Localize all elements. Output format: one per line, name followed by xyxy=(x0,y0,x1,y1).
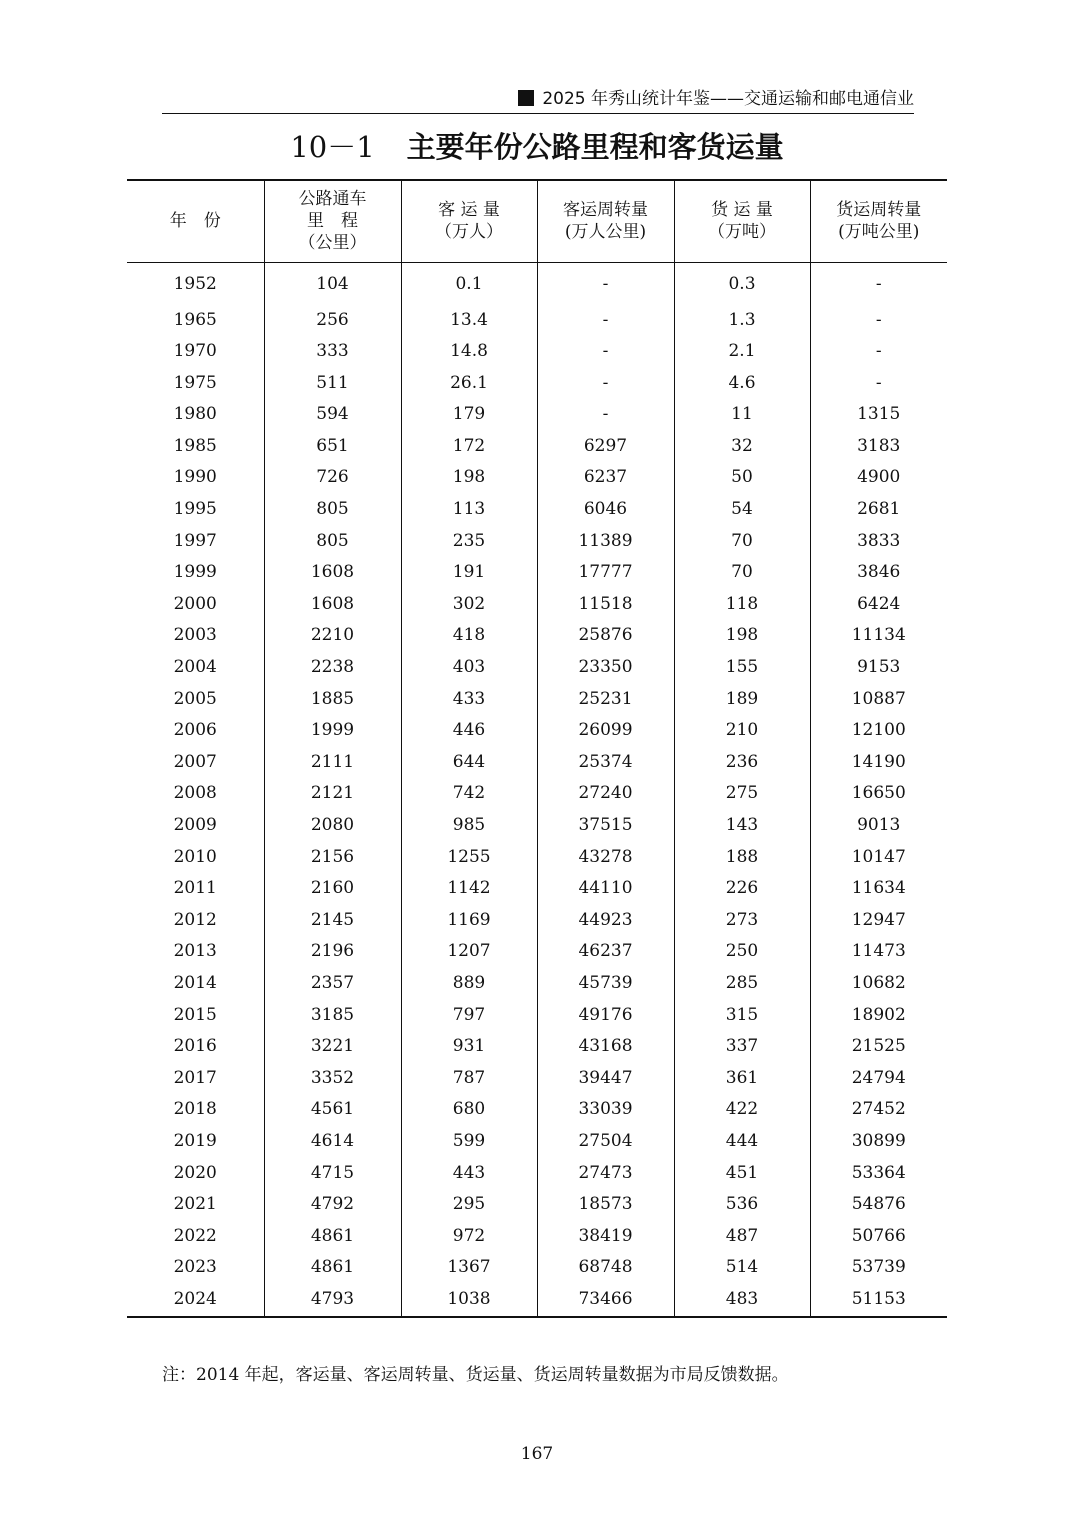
value-cell: 143 xyxy=(674,810,810,842)
value-cell: 53739 xyxy=(810,1252,947,1284)
value-cell: 30899 xyxy=(810,1126,947,1158)
value-cell: 4561 xyxy=(264,1094,401,1126)
black-square-icon xyxy=(518,90,534,106)
table-title xyxy=(0,128,1074,166)
value-cell: 483 xyxy=(674,1284,810,1317)
running-header-text: 2025 年秀山统计年鉴——交通运输和邮电通信业 xyxy=(542,89,914,109)
year-cell: 2007 xyxy=(173,751,217,772)
value-cell: - xyxy=(810,262,947,305)
value-cell: 38419 xyxy=(537,1221,674,1253)
value-cell: 1.3 xyxy=(674,305,810,337)
data-table xyxy=(127,179,947,1318)
value-cell: 487 xyxy=(674,1221,810,1253)
value-cell: - xyxy=(537,262,674,305)
year-cell: 2016 xyxy=(173,1036,217,1057)
value-cell: 4715 xyxy=(264,1158,401,1190)
value-cell: 2196 xyxy=(264,936,401,968)
table-row xyxy=(127,905,947,937)
value-cell: 26099 xyxy=(537,715,674,747)
table-row xyxy=(127,1063,947,1095)
value-cell: 6297 xyxy=(537,431,674,463)
value-cell: 179 xyxy=(401,399,537,431)
year-cell: 1975 xyxy=(173,372,217,393)
value-cell: 25231 xyxy=(537,684,674,716)
value-cell: 44110 xyxy=(537,873,674,905)
value-cell: 10887 xyxy=(810,684,947,716)
value-cell: 45739 xyxy=(537,968,674,1000)
value-cell: 4861 xyxy=(264,1221,401,1253)
value-cell: 726 xyxy=(264,462,401,494)
table-row xyxy=(127,778,947,810)
value-cell: 155 xyxy=(674,652,810,684)
table-row xyxy=(127,368,947,400)
value-cell: 1608 xyxy=(264,557,401,589)
value-cell: 985 xyxy=(401,810,537,842)
value-cell: 1315 xyxy=(810,399,947,431)
value-cell: 46237 xyxy=(537,936,674,968)
value-cell: 4.6 xyxy=(674,368,810,400)
value-cell: 43278 xyxy=(537,842,674,874)
page-number: 167 xyxy=(520,1444,554,1464)
value-cell: 210 xyxy=(674,715,810,747)
value-cell: 27452 xyxy=(810,1094,947,1126)
column-header-line: 公路通车 xyxy=(298,189,367,210)
year-cell: 2021 xyxy=(173,1194,217,1215)
value-cell: - xyxy=(537,368,674,400)
value-cell: 361 xyxy=(674,1063,810,1095)
column-header-line: (万人公里) xyxy=(564,222,647,243)
table-note: 注：2014 年起，客运量、客运周转量、货运量、货运周转量数据为市局反馈数据。 xyxy=(162,1365,789,1385)
value-cell: 273 xyxy=(674,905,810,937)
year-cell: 1952 xyxy=(173,273,217,294)
value-cell: 443 xyxy=(401,1158,537,1190)
value-cell: 9153 xyxy=(810,652,947,684)
table-row xyxy=(127,262,947,305)
value-cell: 2145 xyxy=(264,905,401,937)
value-cell: 43168 xyxy=(537,1031,674,1063)
table-title-text: 主要年份公路里程和客货运量 xyxy=(406,130,784,164)
column-header xyxy=(264,180,401,262)
value-cell: 11134 xyxy=(810,620,947,652)
year-cell: 2011 xyxy=(173,878,217,899)
value-cell: 3352 xyxy=(264,1063,401,1095)
value-cell: 594 xyxy=(264,399,401,431)
year-cell: 2024 xyxy=(127,1284,264,1317)
column-header-line: 货 运 量 xyxy=(711,200,773,221)
value-cell: 235 xyxy=(401,526,537,558)
value-cell: 21525 xyxy=(810,1031,947,1063)
table-row xyxy=(127,810,947,842)
value-cell: 1207 xyxy=(401,936,537,968)
value-cell: 972 xyxy=(401,1221,537,1253)
value-cell: 805 xyxy=(264,494,401,526)
value-cell: 33039 xyxy=(537,1094,674,1126)
value-cell: 104 xyxy=(264,262,401,305)
value-cell: 2160 xyxy=(264,873,401,905)
value-cell: 25876 xyxy=(537,620,674,652)
table-row xyxy=(127,1284,947,1317)
column-header-line: (万吨公里) xyxy=(838,222,920,243)
value-cell: 3833 xyxy=(810,526,947,558)
value-cell: 4861 xyxy=(264,1252,401,1284)
year-cell: 1999 xyxy=(173,562,217,583)
year-cell: 2020 xyxy=(173,1162,217,1183)
value-cell: 11 xyxy=(674,399,810,431)
value-cell: 14190 xyxy=(810,747,947,779)
table-header-row xyxy=(127,180,947,262)
value-cell: 3185 xyxy=(264,1000,401,1032)
table-row xyxy=(127,557,947,589)
table-row xyxy=(127,936,947,968)
value-cell: 315 xyxy=(674,1000,810,1032)
value-cell: 32 xyxy=(674,431,810,463)
value-cell: - xyxy=(537,336,674,368)
year-cell: 1980 xyxy=(173,404,217,425)
value-cell: 73466 xyxy=(537,1284,674,1317)
column-header-line: （公里） xyxy=(298,233,367,254)
value-cell: 12100 xyxy=(810,715,947,747)
value-cell: 1255 xyxy=(401,842,537,874)
table-row xyxy=(127,526,947,558)
value-cell: 256 xyxy=(264,305,401,337)
value-cell: 49176 xyxy=(537,1000,674,1032)
column-header xyxy=(537,180,674,262)
value-cell: - xyxy=(810,368,947,400)
value-cell: - xyxy=(537,399,674,431)
table-row xyxy=(127,494,947,526)
value-cell: 680 xyxy=(401,1094,537,1126)
table-row xyxy=(127,336,947,368)
year-cell: 2012 xyxy=(173,909,217,930)
year-cell: 2023 xyxy=(173,1257,217,1278)
value-cell: 3846 xyxy=(810,557,947,589)
value-cell: 0.3 xyxy=(674,262,810,305)
value-cell: 2357 xyxy=(264,968,401,1000)
value-cell: 44923 xyxy=(537,905,674,937)
value-cell: 1142 xyxy=(401,873,537,905)
value-cell: 2111 xyxy=(264,747,401,779)
value-cell: 27473 xyxy=(537,1158,674,1190)
year-cell: 1990 xyxy=(173,467,217,488)
value-cell: 418 xyxy=(401,620,537,652)
value-cell: 2156 xyxy=(264,842,401,874)
value-cell: 11473 xyxy=(810,936,947,968)
value-cell: 198 xyxy=(401,462,537,494)
column-header-line: 货运周转量 xyxy=(836,200,922,221)
value-cell: 3221 xyxy=(264,1031,401,1063)
column-header xyxy=(810,180,947,262)
year-cell: 1970 xyxy=(173,341,217,362)
value-cell: 295 xyxy=(401,1189,537,1221)
year-cell: 1997 xyxy=(173,530,217,551)
year-cell: 2000 xyxy=(173,593,217,614)
value-cell: 2238 xyxy=(264,652,401,684)
value-cell: 1885 xyxy=(264,684,401,716)
value-cell: 198 xyxy=(674,620,810,652)
value-cell: 9013 xyxy=(810,810,947,842)
value-cell: 1608 xyxy=(264,589,401,621)
value-cell: 27504 xyxy=(537,1126,674,1158)
value-cell: 3183 xyxy=(810,431,947,463)
value-cell: 1999 xyxy=(264,715,401,747)
value-cell: 39447 xyxy=(537,1063,674,1095)
value-cell: 13.4 xyxy=(401,305,537,337)
table-row xyxy=(127,747,947,779)
running-header xyxy=(162,88,914,110)
value-cell: 10147 xyxy=(810,842,947,874)
value-cell: 16650 xyxy=(810,778,947,810)
value-cell: 189 xyxy=(674,684,810,716)
value-cell: - xyxy=(537,305,674,337)
value-cell: 37515 xyxy=(537,810,674,842)
value-cell: 2080 xyxy=(264,810,401,842)
value-cell: 422 xyxy=(674,1094,810,1126)
value-cell: 226 xyxy=(674,873,810,905)
table-row xyxy=(127,620,947,652)
year-cell: 2010 xyxy=(173,846,217,867)
table-row xyxy=(127,1126,947,1158)
table-row xyxy=(127,589,947,621)
value-cell: 191 xyxy=(401,557,537,589)
table-row xyxy=(127,715,947,747)
data-table-container xyxy=(127,179,947,1318)
value-cell: 451 xyxy=(674,1158,810,1190)
value-cell: 446 xyxy=(401,715,537,747)
value-cell: 2210 xyxy=(264,620,401,652)
table-row xyxy=(127,842,947,874)
value-cell: 2.1 xyxy=(674,336,810,368)
table-row xyxy=(127,399,947,431)
value-cell: 188 xyxy=(674,842,810,874)
year-cell: 2005 xyxy=(173,688,217,709)
value-cell: 536 xyxy=(674,1189,810,1221)
column-header xyxy=(674,180,810,262)
value-cell: 1367 xyxy=(401,1252,537,1284)
table-row xyxy=(127,1158,947,1190)
value-cell: 337 xyxy=(674,1031,810,1063)
year-cell: 2009 xyxy=(173,815,217,835)
year-cell: 2018 xyxy=(173,1099,217,1120)
year-cell: 2003 xyxy=(173,625,217,646)
column-header-line: 里 程 xyxy=(307,211,358,232)
value-cell: 931 xyxy=(401,1031,537,1063)
value-cell: 25374 xyxy=(537,747,674,779)
year-cell: 2014 xyxy=(173,972,217,993)
value-cell: 787 xyxy=(401,1063,537,1095)
value-cell: 11518 xyxy=(537,589,674,621)
value-cell: 18573 xyxy=(537,1189,674,1221)
table-row xyxy=(127,431,947,463)
value-cell: 27240 xyxy=(537,778,674,810)
value-cell: 651 xyxy=(264,431,401,463)
year-cell: 2008 xyxy=(173,783,217,804)
value-cell: 1038 xyxy=(401,1284,537,1317)
table-row xyxy=(127,873,947,905)
value-cell: 12947 xyxy=(810,905,947,937)
value-cell: 26.1 xyxy=(401,368,537,400)
value-cell: 1169 xyxy=(401,905,537,937)
column-header-line: 客运周转量 xyxy=(563,200,648,221)
table-row xyxy=(127,652,947,684)
year-cell: 1995 xyxy=(173,499,217,520)
year-cell: 1965 xyxy=(173,309,217,330)
value-cell: 54 xyxy=(674,494,810,526)
value-cell: 511 xyxy=(264,368,401,400)
value-cell: 6424 xyxy=(810,589,947,621)
value-cell: 742 xyxy=(401,778,537,810)
column-header xyxy=(127,180,264,262)
table-row xyxy=(127,1000,947,1032)
value-cell: 433 xyxy=(401,684,537,716)
table-row xyxy=(127,1094,947,1126)
value-cell: 113 xyxy=(401,494,537,526)
value-cell: 70 xyxy=(674,557,810,589)
table-number: 10－1 xyxy=(290,130,375,164)
value-cell: 333 xyxy=(264,336,401,368)
value-cell: 70 xyxy=(674,526,810,558)
value-cell: 4793 xyxy=(264,1284,401,1317)
value-cell: 11389 xyxy=(537,526,674,558)
value-cell: 4614 xyxy=(264,1126,401,1158)
value-cell: 50766 xyxy=(810,1221,947,1253)
year-cell: 1985 xyxy=(173,435,217,456)
value-cell: 4900 xyxy=(810,462,947,494)
value-cell: 514 xyxy=(674,1252,810,1284)
column-header-line: （万人） xyxy=(435,222,503,243)
value-cell: 805 xyxy=(264,526,401,558)
value-cell: 0.1 xyxy=(401,262,537,305)
value-cell: 17777 xyxy=(537,557,674,589)
value-cell: 4792 xyxy=(264,1189,401,1221)
value-cell: 50 xyxy=(674,462,810,494)
value-cell: - xyxy=(810,336,947,368)
value-cell: 18902 xyxy=(810,1000,947,1032)
value-cell: 6237 xyxy=(537,462,674,494)
table-row xyxy=(127,1189,947,1221)
value-cell: 172 xyxy=(401,431,537,463)
value-cell: 599 xyxy=(401,1126,537,1158)
value-cell: 285 xyxy=(674,968,810,1000)
value-cell: 2681 xyxy=(810,494,947,526)
year-cell: 2013 xyxy=(173,941,217,962)
value-cell: 51153 xyxy=(810,1284,947,1317)
year-cell: 2006 xyxy=(173,720,217,741)
year-cell: 2022 xyxy=(173,1225,217,1246)
value-cell: 10682 xyxy=(810,968,947,1000)
value-cell: - xyxy=(810,305,947,337)
table-row xyxy=(127,462,947,494)
value-cell: 797 xyxy=(401,1000,537,1032)
value-cell: 644 xyxy=(401,747,537,779)
value-cell: 250 xyxy=(674,936,810,968)
table-row xyxy=(127,1252,947,1284)
year-cell: 2004 xyxy=(173,657,217,678)
value-cell: 302 xyxy=(401,589,537,621)
table-body xyxy=(127,262,947,1317)
value-cell: 68748 xyxy=(537,1252,674,1284)
value-cell: 14.8 xyxy=(401,336,537,368)
column-header-line: 年 份 xyxy=(169,211,221,232)
value-cell: 54876 xyxy=(810,1189,947,1221)
header-rule xyxy=(162,113,914,114)
value-cell: 23350 xyxy=(537,652,674,684)
value-cell: 6046 xyxy=(537,494,674,526)
column-header xyxy=(401,180,537,262)
year-cell: 2017 xyxy=(173,1067,217,1088)
table-row xyxy=(127,305,947,337)
value-cell: 236 xyxy=(674,747,810,779)
table-row xyxy=(127,968,947,1000)
value-cell: 403 xyxy=(401,652,537,684)
value-cell: 444 xyxy=(674,1126,810,1158)
table-row xyxy=(127,1031,947,1063)
value-cell: 275 xyxy=(674,778,810,810)
value-cell: 889 xyxy=(401,968,537,1000)
value-cell: 11634 xyxy=(810,873,947,905)
value-cell: 53364 xyxy=(810,1158,947,1190)
table-row xyxy=(127,1221,947,1253)
value-cell: 118 xyxy=(674,589,810,621)
year-cell: 2019 xyxy=(173,1130,217,1151)
table-row xyxy=(127,684,947,716)
value-cell: 2121 xyxy=(264,778,401,810)
year-cell: 2015 xyxy=(173,1004,217,1025)
column-header-line: （万吨） xyxy=(708,222,776,243)
value-cell: 24794 xyxy=(810,1063,947,1095)
column-header-line: 客 运 量 xyxy=(438,200,500,221)
